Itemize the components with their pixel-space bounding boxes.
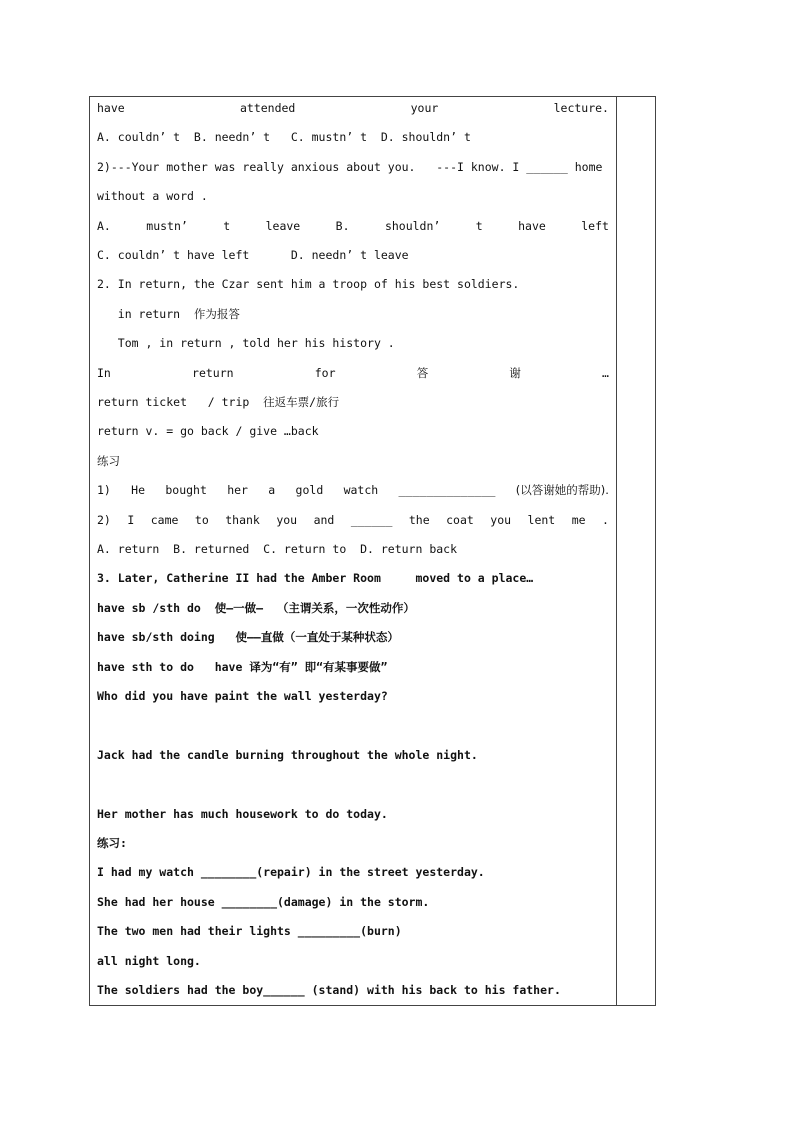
word: and	[313, 512, 335, 527]
word: t	[223, 218, 231, 233]
word: watch	[343, 483, 379, 498]
word: thank	[225, 512, 260, 527]
word: 2)	[97, 512, 111, 527]
text-line	[97, 482, 609, 498]
text-line	[97, 218, 609, 234]
text-line: C. couldn’ t have left D. needn’ t leave	[97, 248, 409, 262]
text-line: have sth to do have 译为“有” 即“有某事要做”	[97, 659, 388, 674]
text-line: Tom , in return , told her his history .	[97, 336, 395, 351]
text-line: have sb/sth doing 使——直做（一直处于某种状态）	[97, 630, 399, 645]
word: A.	[97, 218, 111, 233]
word: have	[518, 218, 546, 233]
word: shouldn’	[384, 218, 441, 233]
text-line: A. couldn’ t B. needn’ t C. mustn’ t D. shouldn’ t	[97, 130, 471, 145]
word: 谢	[509, 365, 521, 380]
word: gold	[295, 483, 324, 498]
text-line: 3. Later, Catherine II had the Amber Room moved to a place…	[97, 571, 534, 586]
word: ______________	[398, 483, 496, 498]
word: the	[408, 512, 430, 527]
word: I	[127, 512, 135, 527]
table-column-divider	[616, 96, 617, 1006]
text-line: in return 作为报答	[97, 306, 240, 321]
text-line: have sb /sth do 使—一做— （主谓关系，一次性动作）	[97, 600, 415, 615]
text-line: 练习:	[97, 836, 127, 850]
word: return	[192, 365, 234, 380]
word: you	[490, 512, 512, 527]
word: 答	[416, 365, 429, 380]
word: bought	[165, 483, 207, 498]
text-line: 2)---Your mother was really anxious about you. ---I know. I ______ home	[97, 159, 603, 174]
word: came	[150, 512, 179, 527]
word: In	[97, 365, 111, 380]
word: leave	[265, 218, 301, 233]
word: her	[227, 483, 248, 498]
text-line: Jack had the candle burning throughout the whole night.	[97, 747, 478, 762]
text-line	[97, 365, 609, 381]
word: …	[602, 365, 609, 380]
word: me	[571, 512, 586, 527]
word: He	[131, 483, 146, 498]
text-line: return v. = go back / give …back	[97, 424, 319, 439]
word: to	[194, 512, 209, 527]
text-line	[97, 512, 609, 528]
word: a	[268, 483, 276, 498]
word: you	[276, 512, 298, 527]
word: B.	[335, 218, 350, 233]
word: mustn’	[146, 218, 188, 233]
word: attended	[239, 101, 296, 115]
text-line: I had my watch ________(repair) in the street yesterday.	[97, 865, 485, 880]
word: ______	[350, 512, 393, 527]
text-line: all night long.	[97, 953, 201, 968]
text-line: 练习	[97, 453, 120, 468]
text-line: A. return B. returned C. return to D. return back	[97, 542, 458, 556]
word: coat	[446, 512, 474, 527]
text-line: 2. In return, the Czar sent him a troop of his best soldiers.	[97, 277, 520, 292]
text-line: The two men had their lights _________(burn)	[97, 924, 402, 939]
word: lent	[527, 512, 556, 527]
text-line	[97, 100, 609, 116]
word: left	[581, 218, 609, 233]
text-line: Her mother has much housework to do today.	[97, 806, 388, 821]
text-line: She had her house ________(damage) in the storm.	[97, 894, 430, 909]
word: t	[475, 218, 483, 233]
word: (以答谢她的帮助).	[515, 483, 609, 498]
word: have	[97, 101, 125, 115]
text-line: return ticket / trip 往返车票/旅行	[97, 395, 340, 409]
word: .	[602, 512, 609, 527]
text-line: Who did you have paint the wall yesterday?	[97, 689, 388, 703]
word: 1)	[97, 483, 111, 498]
word: lecture.	[553, 101, 609, 115]
text-line: The soldiers had the boy______ (stand) with his back to his father.	[97, 983, 561, 997]
word: your	[410, 101, 439, 115]
text-line: without a word .	[97, 189, 208, 204]
word: for	[314, 365, 336, 380]
